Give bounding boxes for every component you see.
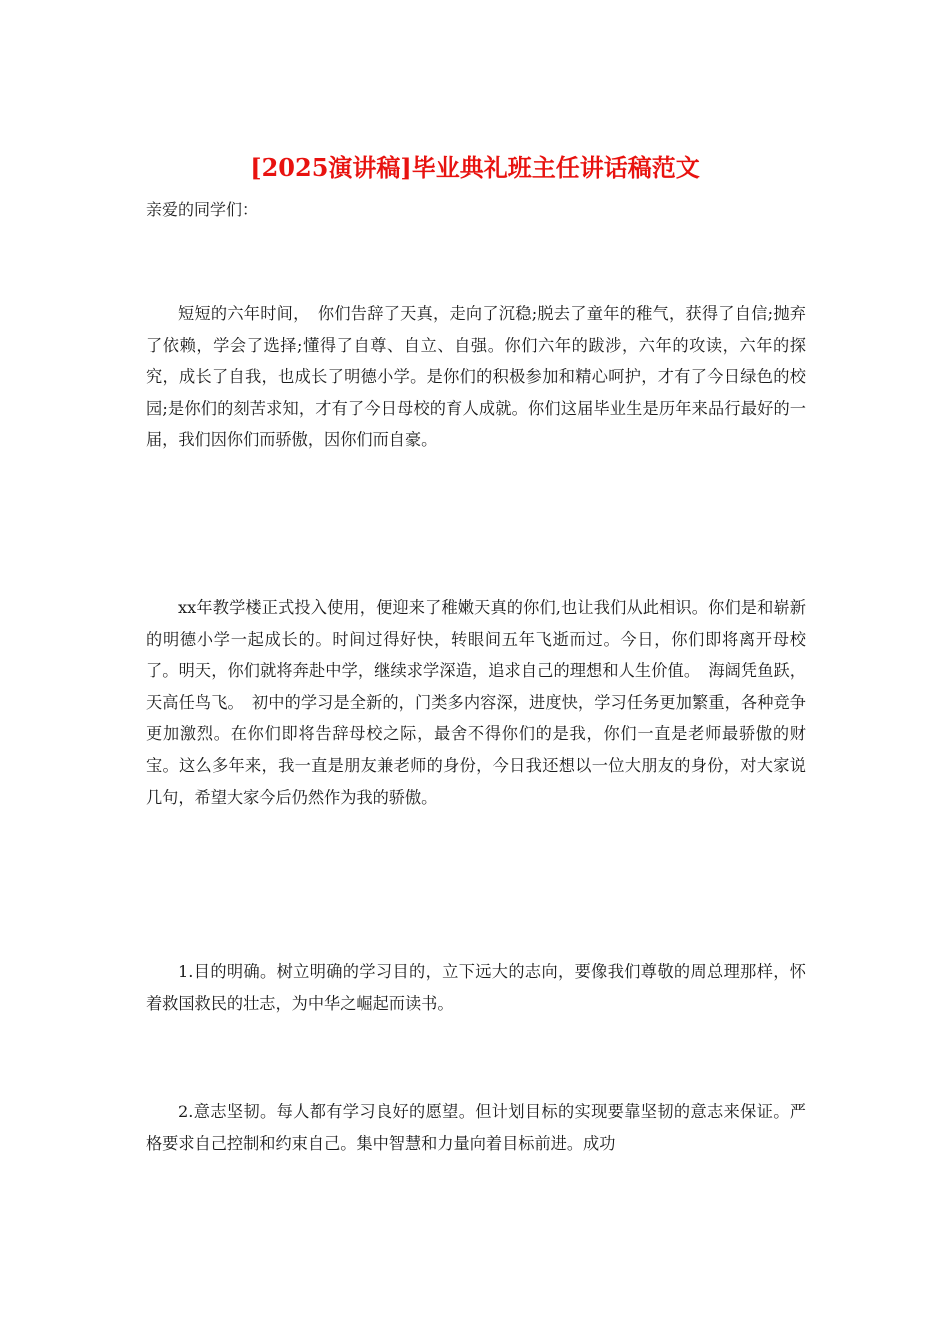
- paragraph-1: 短短的六年时间， 你们告辞了天真，走向了沉稳;脱去了童年的稚气，获得了自信;抛弃了依赖，学会了选择;懂得了自尊、自立、自强。你们六年的跋涉，六年的攻读，六年的探究，成长了自我，也成长了明德小学。是你们的积极参加和精心呵护，才有了今日绿色的校园;是你们的刻苦求知，才有了今日母校的育人成就。你们这届毕业生是历年来品行最好的一届，我们因你们而骄傲，因你们而自豪。: [146, 304, 806, 450]
- salutation: 亲爱的同学们：: [146, 200, 259, 219]
- document-title: [2025演讲稿]毕业典礼班主任讲话稿范文: [250, 153, 700, 182]
- paragraph-4: 2.意志坚韧。每人都有学习良好的愿望。但计划目标的实现要靠坚韧的意志来保证。严格要求自己控制和约束自己。集中智慧和力量向着目标前进。成功: [146, 1102, 806, 1153]
- paragraph-3: 1.目的明确。树立明确的学习目的，立下远大的志向，要像我们尊敬的周总理那样，怀着救国救民的壮志，为中华之崛起而读书。: [146, 962, 806, 1013]
- paragraph-2: xx年教学楼正式投入使用，便迎来了稚嫩天真的你们,也让我们从此相识。你们是和崭新的明德小学一起成长的。时间过得好快，转眼间五年飞逝而过。今日，你们即将离开母校了。明天，你们就将奔赴中学，继续求学深造，追求自己的理想和人生价值。 海阔凭鱼跃，天高任鸟飞。 初中的学习是全新的，门类多内容深，进度快，学习任务更加繁重，各种竞争更加激烈。在你们即将告辞母校之际，最舍不得你们的是我，你们一直是老师最骄傲的财宝。这么多年来，我一直是朋友兼老师的身份，今日我还想以一位大朋友的身份，对大家说几句，希望大家今后仍然作为我的骄傲。: [146, 598, 806, 807]
